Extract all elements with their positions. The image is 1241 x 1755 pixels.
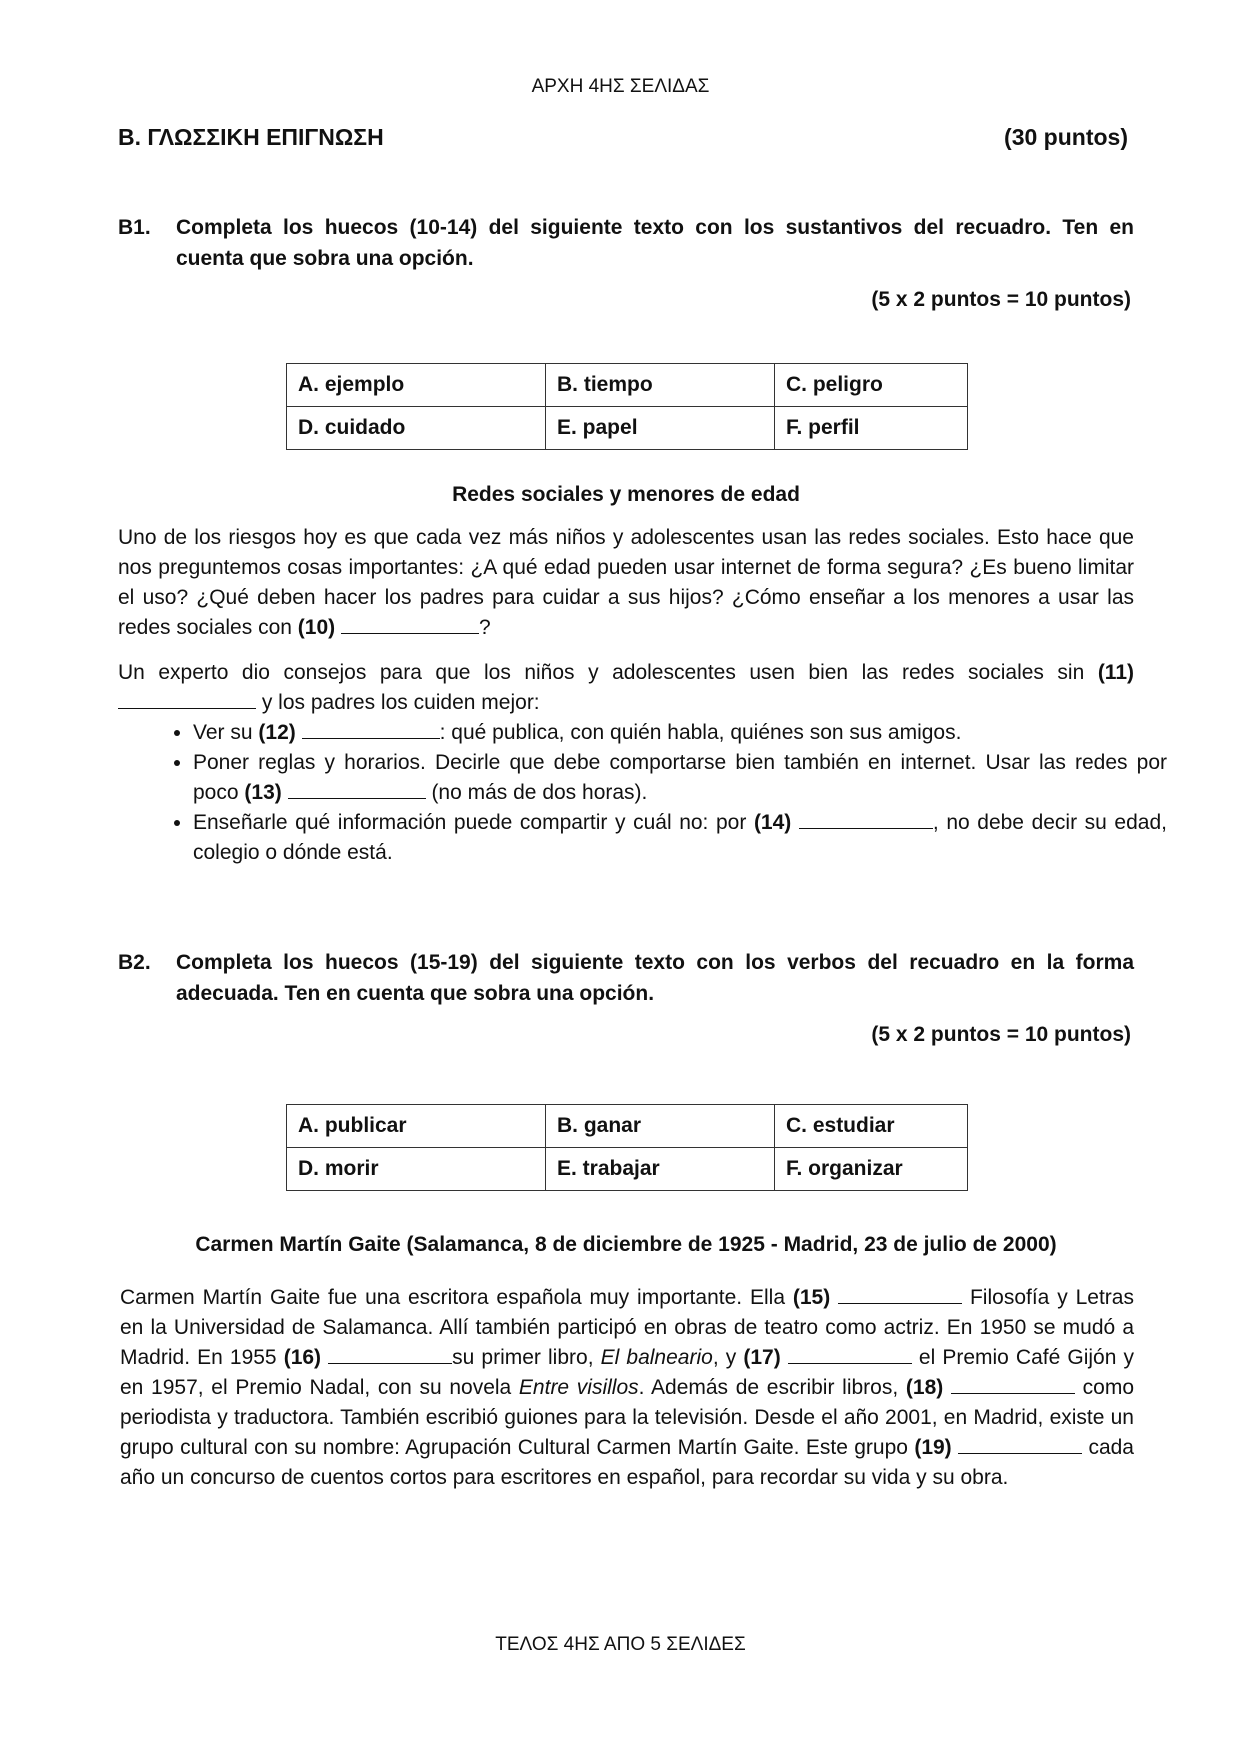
b2-text-6: . Además de escribir libros, [638,1376,899,1399]
gap-12-blank[interactable] [302,718,440,739]
b2-instruction: Completa los huecos (15-19) del siguiente texto con los verbos del recuadro en la forma adecuada. Ten en cuenta que sobra una opción. [176,951,1134,1005]
b1-option-f: F. perfil [775,407,968,450]
b1-bullet-list [160,718,1167,868]
b1-p2-text-a: Un experto dio consejos para que los niños y adolescentes usen bien las redes sociales sin [118,661,1085,684]
book-title-1: El balneario [600,1346,713,1369]
gap-18-blank[interactable] [951,1373,1075,1394]
b1-p1-end: ? [478,616,491,639]
b2-instruction-block [118,947,1134,1009]
b2-text-title: Carmen Martín Gaite (Salamanca, 8 de diciembre de 1925 - Madrid, 23 de julio de 2000) [195,1233,1057,1256]
gap-10-label: (10) [297,616,336,639]
table-row [287,1105,968,1148]
b1-paragraph-1 [118,523,1134,643]
gap-13-label: (13) [244,781,282,804]
b2-text-2: Filosofía y Letras en la Universidad de Salamanca. Allí también participó en obras de teatro como actriz. En 1950 se mudó a Madrid. En 1955 [120,1286,1134,1369]
b2-option-b: B. ganar [546,1105,775,1148]
book-title-2: Entre visillos [518,1376,639,1399]
b2-option-d: D. morir [287,1148,546,1191]
bullet-1-text-b: : qué publica, con quién habla, quiénes son sus amigos. [439,721,962,744]
b1-instruction: Completa los huecos (10-14) del siguiente texto con los sustantivos del recuadro. Ten en cuenta que sobra una opción. [176,216,1134,270]
table-row [287,1148,968,1191]
gap-16-label: (16) [283,1346,322,1369]
b1-options-table [286,363,968,450]
b1-p2-text-b: y los padres los cuiden mejor: [261,691,540,714]
section-title: Β. ΓΛΩΣΣΙΚΗ ΕΠΙΓΝΩΣΗ [118,124,384,150]
gap-14-label: (14) [753,811,792,834]
b2-option-c: C. estudiar [775,1105,968,1148]
b1-text-title: Redes sociales y menores de edad [452,483,800,506]
b2-option-f: F. organizar [775,1148,968,1191]
b2-text-8: cada año un concurso de cuentos cortos para escritores en español, para recordar su vida y su obra. [120,1436,1134,1489]
b1-option-a: A. ejemplo [287,364,546,407]
table-row [287,364,968,407]
b2-options-table [286,1104,968,1191]
bullet-3-text-a: Enseñarle qué información puede compartir y cuál no: por [193,811,747,834]
b1-instruction-block [118,212,1134,274]
b2-option-e: E. trabajar [546,1148,775,1191]
b2-text-7: como periodista y traductora. También escribió guiones para la televisión. Desde el año 2001, en Madrid, existe un grupo cultural con su nombre: Agrupación Cultural Carmen Martín Gaite. Este grupo [120,1376,1135,1459]
b1-option-e: E. papel [546,407,775,450]
gap-19-label: (19) [914,1436,952,1459]
b2-text-5: el Premio Café Gijón y en 1957, el Premio Nadal, con su novela [120,1346,1134,1399]
b2-points: (5 x 2 puntos = 10 puntos) [871,1023,1131,1046]
b1-option-d: D. cuidado [287,407,546,450]
section-points: (30 puntos) [1004,124,1128,150]
bullet-1-text-a: Ver su [193,721,253,744]
gap-10-blank[interactable] [341,613,479,634]
page-footer: ΤΕΛΟΣ 4ΗΣ ΑΠΟ 5 ΣΕΛΙΔΕΣ [495,1634,746,1655]
b1-number: B1. [118,216,151,239]
bullet-3-text-b: , no debe decir su edad, colegio o dónde está. [193,811,1167,864]
b2-option-a: A. publicar [287,1105,546,1148]
b2-text-4: , y [712,1346,737,1369]
list-item [193,748,1167,808]
b1-option-c: C. peligro [775,364,968,407]
b1-points: (5 x 2 puntos = 10 puntos) [871,288,1131,311]
b1-p1-text: Uno de los riesgos hoy es que cada vez más niños y adolescentes usan las redes sociales. Esto hace que nos preguntemos cosas importantes: ¿A qué edad pueden usar internet de forma segura? ¿Es bueno limitar el uso? ¿Qué deben hacer los padres para cuidar a sus hijos? ¿Cómo enseñar a los menores a usar las redes sociales con [118,526,1134,639]
bullet-2-text-a: Poner reglas y horarios. Decirle que debe comportarse bien también en internet. Usar las redes por poco [193,751,1167,804]
gap-15-label: (15) [792,1286,831,1309]
gap-14-blank[interactable] [799,808,933,829]
list-item [193,808,1167,868]
gap-13-blank[interactable] [288,778,426,799]
gap-11-blank[interactable] [118,688,256,709]
gap-16-blank[interactable] [328,1343,452,1364]
b2-text-1: Carmen Martín Gaite fue una escritora española muy importante. Ella [120,1286,785,1309]
b2-number: B2. [118,951,151,974]
b2-text-3: su primer libro, [452,1346,594,1369]
b2-paragraph [120,1283,1134,1493]
gap-15-blank[interactable] [838,1283,962,1304]
gap-19-blank[interactable] [958,1433,1082,1454]
bullet-2-text-b: (no más de dos horas). [431,781,648,804]
b1-paragraph-2 [118,658,1134,718]
gap-11-label: (11) [1097,661,1134,684]
list-item [193,718,1167,748]
gap-12-label: (12) [258,721,296,744]
page-header: ΑΡΧΗ 4ΗΣ ΣΕΛΙΔΑΣ [531,76,710,97]
gap-17-label: (17) [743,1346,781,1369]
table-row [287,407,968,450]
gap-17-blank[interactable] [788,1343,912,1364]
gap-18-label: (18) [905,1376,944,1399]
b1-option-b: B. tiempo [546,364,775,407]
